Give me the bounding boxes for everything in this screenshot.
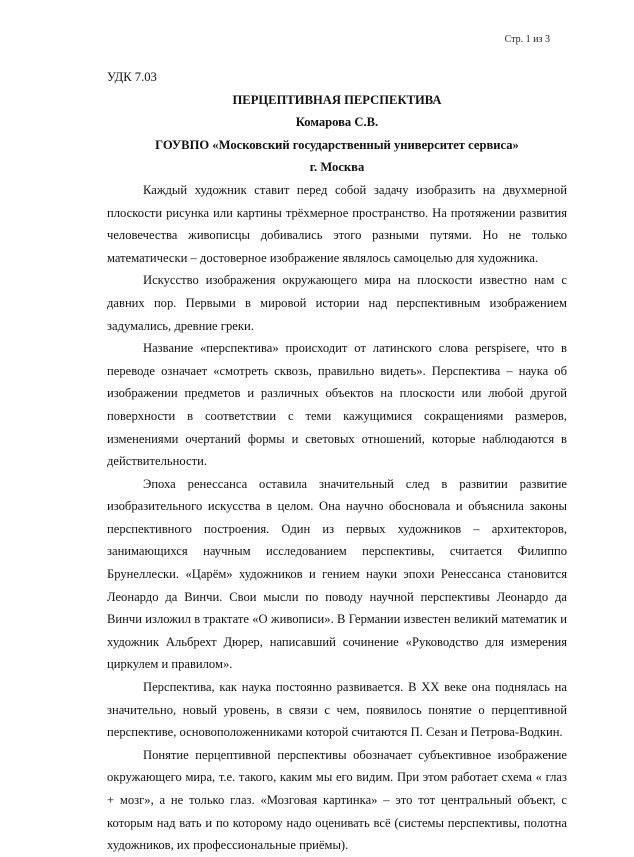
paragraph: Каждый художник ставит перед собой задачу изобразить на двухмерной плоскости рисунка или картины трёхмерное пространство. На протяжении развития человечества живописцы добивались этого разными путями. Но не только математически – достоверное изображение являлось самоцелью для художника. xyxy=(107,182,567,265)
document-body xyxy=(107,66,567,857)
page-indicator: Стр. 1 из 3 xyxy=(504,34,550,45)
paragraph: Эпоха ренессанса оставила значительный след в развитии развитие изобразительного искусства в целом. Она научно обосновала и объяснила законы перспективного построения. Один из первых художников – архитекторов, занимающихся научным исследованием перспективы, считается Филиппо Брунеллески. «Царём» художников и гением науки эпохи Ренессанса становится Леонардо да Винчи. Свои мысли по поводу научной перспективы Леонардо да Винчи изложил в трактате «О живописи». В Германии известен великий математик и художник Альбрехт Дюрер, написавший сочинение «Руководство для измерения циркулем и правилом». xyxy=(107,476,567,672)
paragraph: Понятие перцептивной перспективы обозначает субъективное изображение окружающего мира, т.е. такого, каким мы его видим. При этом работает схема « глаз + мозг», а не только глаз. «Мозговая картинка» – это тот центральный объект, с которым над вать и по которому надо оценивать всё (системы перспективы, полотна художников, их профессиональные приёмы). xyxy=(107,747,567,853)
organization-name: ГОУВПО «Московский государственный университет сервиса» xyxy=(155,137,519,152)
paragraph: Искусство изображения окружающего мира на плоскости известно нам с давних пор. Первыми в мировой истории над перспективным изображением задумались, древние греки. xyxy=(107,273,567,333)
city-name: г. Москва xyxy=(309,160,365,175)
author-name: Комарова С.В. xyxy=(295,115,379,130)
udk-code: УДК 7.03 xyxy=(107,70,157,84)
paragraph: Перспектива, как наука постоянно развивается. В XX веке она поднялась на значительно, новый уровень, в связи с чем, появилось понятие о перцептивной перспективе, основоположенниками которой считаются П. Сезан и Петрова-Водкин. xyxy=(107,680,567,740)
paragraph: Название «перспектива» происходит от латинского слова perspisere, что в переводе означает «смотреть сквозь, правильно видеть». Перспектива – наука об изображении предметов и различных объектов на плоскости или любой другой поверхности в соответствии с теми кажущимися сокращениями размеров, изменениями очертаний формы и световых отношений, которые наблюдаются в действительности. xyxy=(107,341,567,469)
article-title: ПЕРЦЕПТИВНАЯ ПЕРСПЕКТИВА xyxy=(232,92,442,107)
